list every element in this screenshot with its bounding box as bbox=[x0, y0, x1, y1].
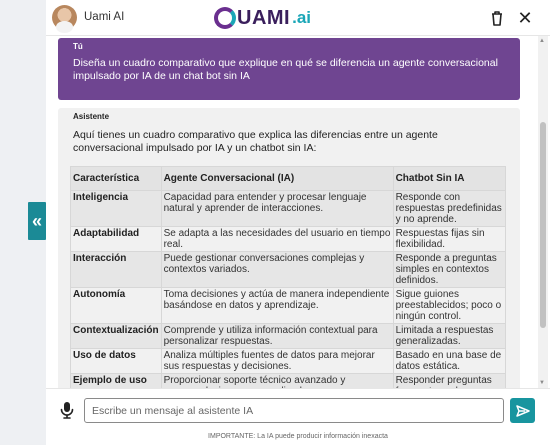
table-cell: Contextualización bbox=[71, 324, 162, 349]
chat-panel bbox=[46, 0, 550, 445]
assistant-message bbox=[58, 108, 520, 398]
user-message-text: Diseña un cuadro comparativo que explique en qué se diferencia un agente conversacional impulsado por IA de un chat bot sin IA bbox=[73, 57, 498, 82]
table-header-cell: Característica bbox=[71, 167, 162, 191]
table-cell: Respuestas fijas sin flexibilidad. bbox=[393, 227, 505, 252]
assistant-avatar bbox=[52, 5, 77, 30]
table-cell: Responde a preguntas simples en contextos definidos. bbox=[393, 252, 505, 288]
scrollbar-thumb[interactable] bbox=[540, 122, 546, 328]
close-icon[interactable]: ✕ bbox=[517, 8, 533, 28]
trash-icon[interactable] bbox=[488, 9, 506, 27]
logo-suffix: .ai bbox=[292, 8, 312, 27]
disclaimer-text: IMPORTANTE: La IA puede producir información inexacta bbox=[208, 433, 388, 440]
table-cell: Interacción bbox=[71, 252, 162, 288]
table-cell: Proporcionar soporte técnico avanzado y bbox=[161, 374, 393, 410]
table-row bbox=[71, 288, 506, 324]
assistant-intro-text: Aquí tienes un cuadro comparativo que explica las diferencias entre un agente conversacional impulsado por IA y un chatbot sin IA: bbox=[73, 129, 438, 154]
user-role-label: Tú bbox=[73, 42, 83, 51]
message-input[interactable] bbox=[84, 398, 504, 423]
table-cell: Limitada a respuestas generalizadas. bbox=[393, 324, 505, 349]
table-row bbox=[71, 227, 506, 252]
table-cell: Analiza múltiples fuentes de datos para mejorar sus respuestas y decisiones. bbox=[161, 349, 393, 374]
table-cell: Comprende y utiliza información contextual para personalizar respuestas. bbox=[161, 324, 393, 349]
logo-text: UAMI bbox=[237, 6, 291, 29]
app-name: Uami AI bbox=[84, 11, 125, 23]
messages-area[interactable] bbox=[46, 36, 550, 388]
microphone-icon[interactable] bbox=[58, 400, 76, 420]
double-chevron-left-icon: « bbox=[31, 210, 42, 231]
table-header-row bbox=[71, 167, 506, 191]
comparison-table bbox=[70, 166, 506, 410]
table-row bbox=[71, 191, 506, 227]
table-cell: Capacidad para entender y procesar lenguaje natural y aprender de interacciones. bbox=[161, 191, 393, 227]
table-cell: Toma decisiones y actúa de manera independiente basándose en datos y aprendizaje. bbox=[161, 288, 393, 324]
table-header-cell: Agente Conversacional (IA) bbox=[161, 167, 393, 191]
table-row bbox=[71, 252, 506, 288]
table-row bbox=[71, 349, 506, 374]
table-row bbox=[71, 324, 506, 349]
table-cell: Adaptabilidad bbox=[71, 227, 162, 252]
assistant-role-label: Asistente bbox=[73, 112, 110, 121]
composer bbox=[46, 388, 550, 445]
uami-logo bbox=[214, 4, 311, 32]
table-cell: Responder preguntas bbox=[393, 374, 505, 410]
messages-scrollbar[interactable] bbox=[538, 36, 548, 388]
table-cell: Puede gestionar conversaciones complejas y contextos variados. bbox=[161, 252, 393, 288]
user-message bbox=[58, 38, 520, 100]
table-cell: Ejemplo de uso bbox=[71, 374, 162, 410]
scroll-up-icon[interactable]: ▲ bbox=[539, 38, 545, 44]
table-cell: Inteligencia bbox=[71, 191, 162, 227]
send-icon bbox=[516, 404, 530, 418]
table-cell: Se adapta a las necesidades del usuario en tiempo real. bbox=[161, 227, 393, 252]
table-cell: Sigue guiones preestablecidos; poco o ningún control. bbox=[393, 288, 505, 324]
table-cell: Responde con respuestas predefinidas y no aprende. bbox=[393, 191, 505, 227]
scroll-down-icon[interactable]: ▼ bbox=[539, 380, 545, 386]
table-cell: Uso de datos bbox=[71, 349, 162, 374]
collapse-sidebar-button[interactable] bbox=[28, 202, 46, 240]
send-button[interactable] bbox=[510, 398, 535, 423]
table-cell: Basado en una base de datos estática. bbox=[393, 349, 505, 374]
chat-header bbox=[46, 0, 550, 36]
table-header-cell: Chatbot Sin IA bbox=[393, 167, 505, 191]
logo-mark bbox=[214, 7, 236, 29]
table-cell: Autonomía bbox=[71, 288, 162, 324]
